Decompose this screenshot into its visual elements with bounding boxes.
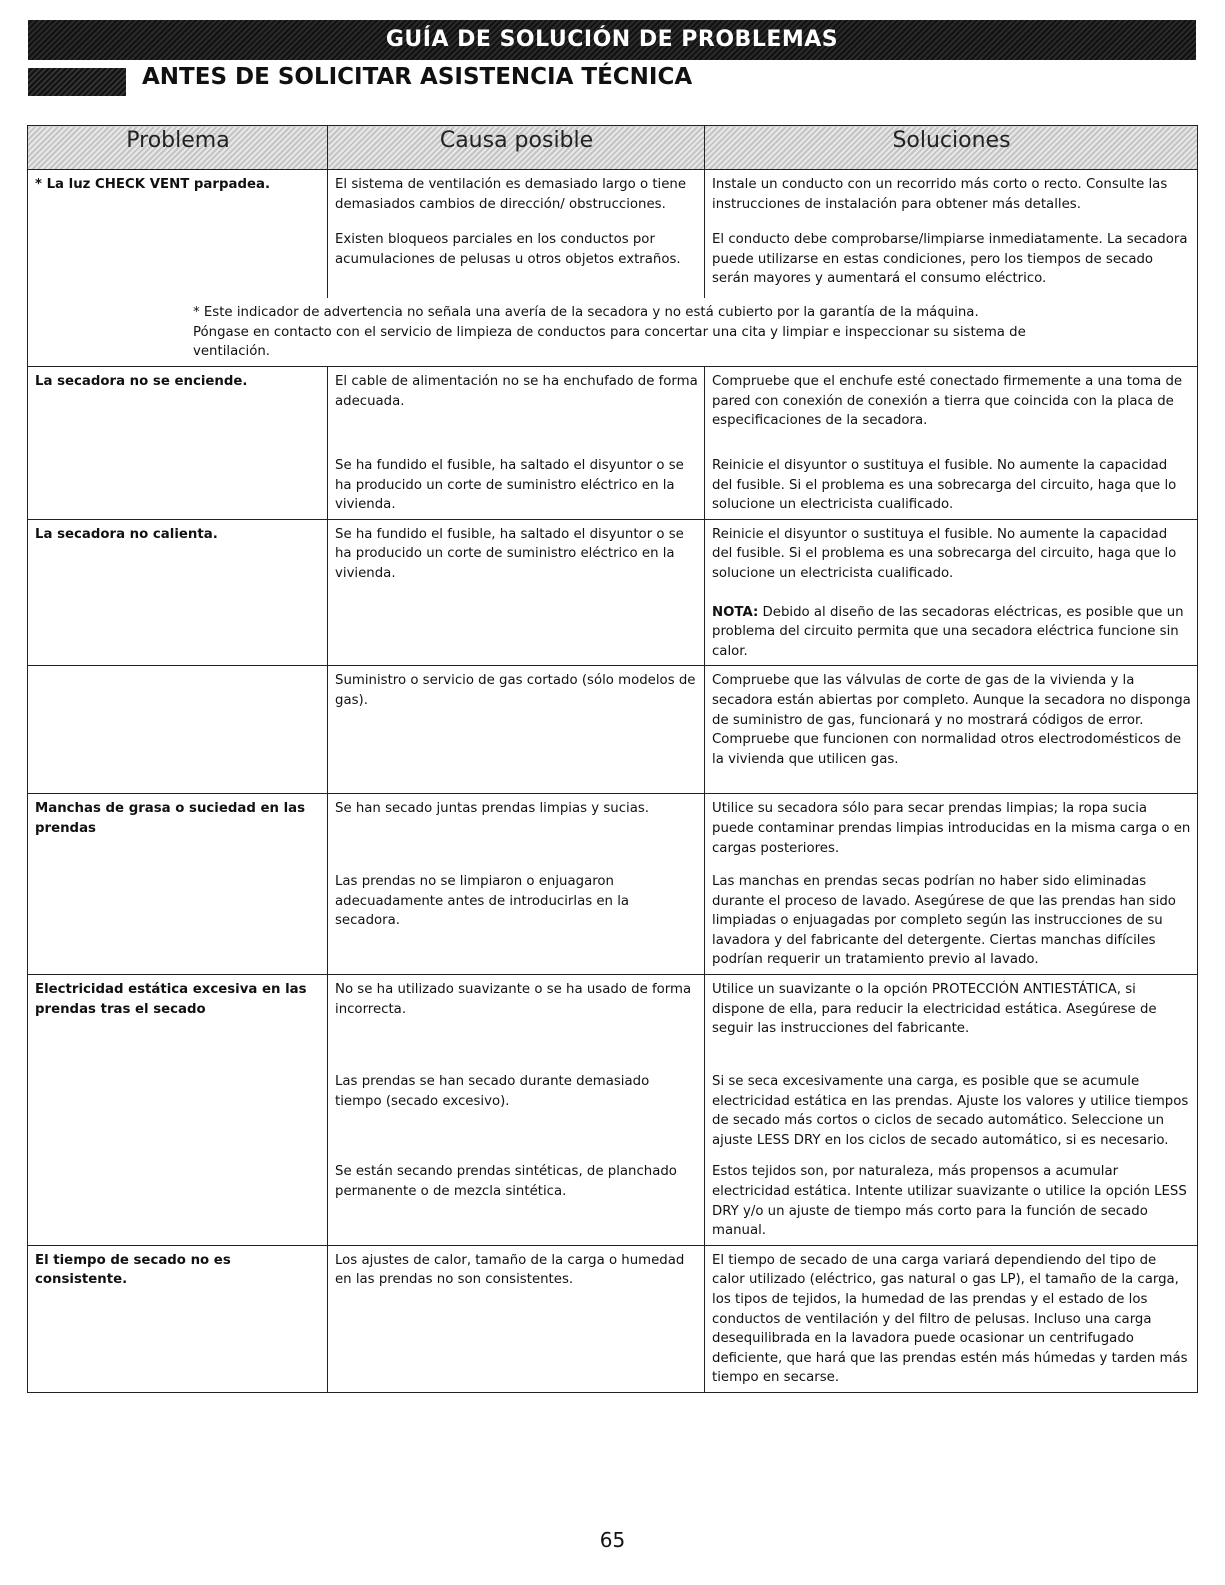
cause-cell: Se ha fundido el fusible, ha saltado el disyuntor o se ha producido un corte de suministro eléctrico en la vivienda. [328, 446, 705, 519]
subhead-marker [28, 68, 126, 96]
problem-cell: Manchas de grasa o suciedad en las prendas [28, 794, 328, 975]
table-header-row [28, 126, 1198, 170]
solution-cell: El tiempo de secado de una carga variará dependiendo del tipo de calor utilizado (eléctrico, gas natural o gas LP), el tamaño de la carga, los tipos de tejidos, la humedad de las prendas y el estado de los conductos de ventilación y del filtro de pelusas. Incluso una carga desequilibrada en la lavadora puede ocasionar un centrifugado deficiente, que hará que las prendas estén más húmedas y tarden más tiempo en secarse. [705, 1245, 1198, 1392]
problem-cell: Electricidad estática excesiva en las prendas tras el secado [28, 975, 328, 1246]
solution-cell: Utilice un suavizante o la opción PROTECCIÓN ANTIESTÁTICA, si dispone de ella, para reducir la electricidad estática. Asegúrese de seguir las instrucciones del fabricante. [705, 975, 1198, 1067]
cause-cell: Se ha fundido el fusible, ha saltado el disyuntor o se ha producido un corte de suministro eléctrico en la vivienda. [328, 519, 705, 666]
table-row [28, 519, 1198, 666]
table-row [28, 666, 1198, 794]
note-text: Debido al diseño de las secadoras eléctricas, es posible que un problema del circuito permita que una secadora eléctrica funcione sin calor. [712, 604, 1184, 659]
solution-cell [705, 519, 1198, 666]
cause-cell: El sistema de ventilación es demasiado largo o tiene demasiados cambios de dirección/ obstrucciones. [328, 170, 705, 219]
cause-cell: Suministro o servicio de gas cortado (sólo modelos de gas). [328, 666, 705, 794]
problem-cell: El tiempo de secado no es consistente. [28, 1245, 328, 1392]
table-row [28, 1245, 1198, 1392]
header-problem: Problema [28, 126, 328, 170]
solution-cell: Instale un conducto con un recorrido más corto o recto. Consulte las instrucciones de instalación para obtener más detalles. [705, 170, 1198, 219]
page-number: 65 [599, 1528, 626, 1552]
cause-cell: No se ha utilizado suavizante o se ha usado de forma incorrecta. [328, 975, 705, 1067]
solution-cell: El conducto debe comprobarse/limpiarse inmediatamente. La secadora puede utilizarse en estas condiciones, pero los tiempos de secado serán mayores y aumentará el consumo eléctrico. [705, 218, 1198, 298]
subhead-title: ANTES DE SOLICITAR ASISTENCIA TÉCNICA [142, 64, 693, 90]
warning-note-row [28, 298, 1198, 366]
cause-cell: Las prendas no se limpiaron o enjuagaron adecuadamente antes de introducirlas en la secadora. [328, 862, 705, 974]
problem-cell: * La luz CHECK VENT parpadea. [28, 170, 328, 299]
problem-cell-empty [28, 666, 328, 794]
solution-cell: Compruebe que las válvulas de corte de gas de la vivienda y la secadora están abiertas por completo. Aunque la secadora no disponga de suministro de gas, funcionará y no mostrará códigos de error. Compruebe que funcionen con normalidad otros electrodomésticos de la vivienda que utilicen gas. [705, 666, 1198, 794]
solution-cell: Estos tejidos son, por naturaleza, más propensos a acumular electricidad estática. Intente utilizar suavizante o utilice la opción LESS DRY y/o un ajuste de tiempo más corto para la función de secado manual. [705, 1154, 1198, 1245]
problem-cell: La secadora no se enciende. [28, 366, 328, 519]
solution-cell: Reinicie el disyuntor o sustituya el fusible. No aumente la capacidad del fusible. Si el problema es una sobrecarga del circuito, haga que lo solucione un electricista cualificado. [705, 446, 1198, 519]
troubleshooting-table [27, 125, 1198, 1393]
cause-cell: Se están secando prendas sintéticas, de planchado permanente o de mezcla sintética. [328, 1154, 705, 1245]
note-label: NOTA: [712, 604, 759, 620]
table-row [28, 366, 1198, 446]
solution-cell: Compruebe que el enchufe esté conectado firmemente a una toma de pared con conexión de conexión a tierra que coincida con la placa de especificaciones de la secadora. [705, 366, 1198, 446]
header-solution: Soluciones [705, 126, 1198, 170]
note-paragraph [712, 603, 1191, 662]
solution-cell: Si se seca excesivamente una carga, es posible que se acumule electricidad estática en las prendas. Ajuste los valores y utilice tiempos de secado más cortos o ciclos de secado automático. Seleccione un ajuste LESS DRY en los ciclos de secado automático, si es necesario. [705, 1066, 1198, 1154]
solution-cell: Las manchas en prendas secas podrían no haber sido eliminadas durante el proceso de lavado. Asegúrese de que las prendas han sido limpiadas o enjuagadas por completo según las instrucciones de su lavadora y del fabricante del detergente. Ciertas manchas difíciles podrían requerir un tratamiento previo al lavado. [705, 862, 1198, 974]
header-cause: Causa posible [328, 126, 705, 170]
solution-text: Reinicie el disyuntor o sustituya el fusible. No aumente la capacidad del fusible. Si el problema es una sobrecarga del circuito, haga que lo solucione un electricista cualificado. [712, 526, 1177, 581]
cause-cell: Los ajustes de calor, tamaño de la carga o humedad en las prendas no son consistentes. [328, 1245, 705, 1392]
problem-cell: La secadora no calienta. [28, 519, 328, 666]
table-row [28, 794, 1198, 862]
table-row [28, 170, 1198, 219]
cause-cell: Se han secado juntas prendas limpias y sucias. [328, 794, 705, 862]
table-row [28, 975, 1198, 1067]
cause-cell: Existen bloqueos parciales en los conductos por acumulaciones de pelusas u otros objetos extraños. [328, 218, 705, 298]
solution-cell: Utilice su secadora sólo para secar prendas limpias; la ropa sucia puede contaminar prendas limpias introducidas en la misma carga o en cargas posteriores. [705, 794, 1198, 862]
cause-cell: Las prendas se han secado durante demasiado tiempo (secado excesivo). [328, 1066, 705, 1154]
section-banner: GUÍA DE SOLUCIÓN DE PROBLEMAS [28, 20, 1196, 60]
cause-cell: El cable de alimentación no se ha enchufado de forma adecuada. [328, 366, 705, 446]
warning-note: * Este indicador de advertencia no señala una avería de la secadora y no está cubierto por la garantía de la máquina. Póngase en contacto con el servicio de limpieza de conductos para concertar una cita y limpiar e inspeccionar su sistema de ventilación. [193, 305, 1026, 360]
